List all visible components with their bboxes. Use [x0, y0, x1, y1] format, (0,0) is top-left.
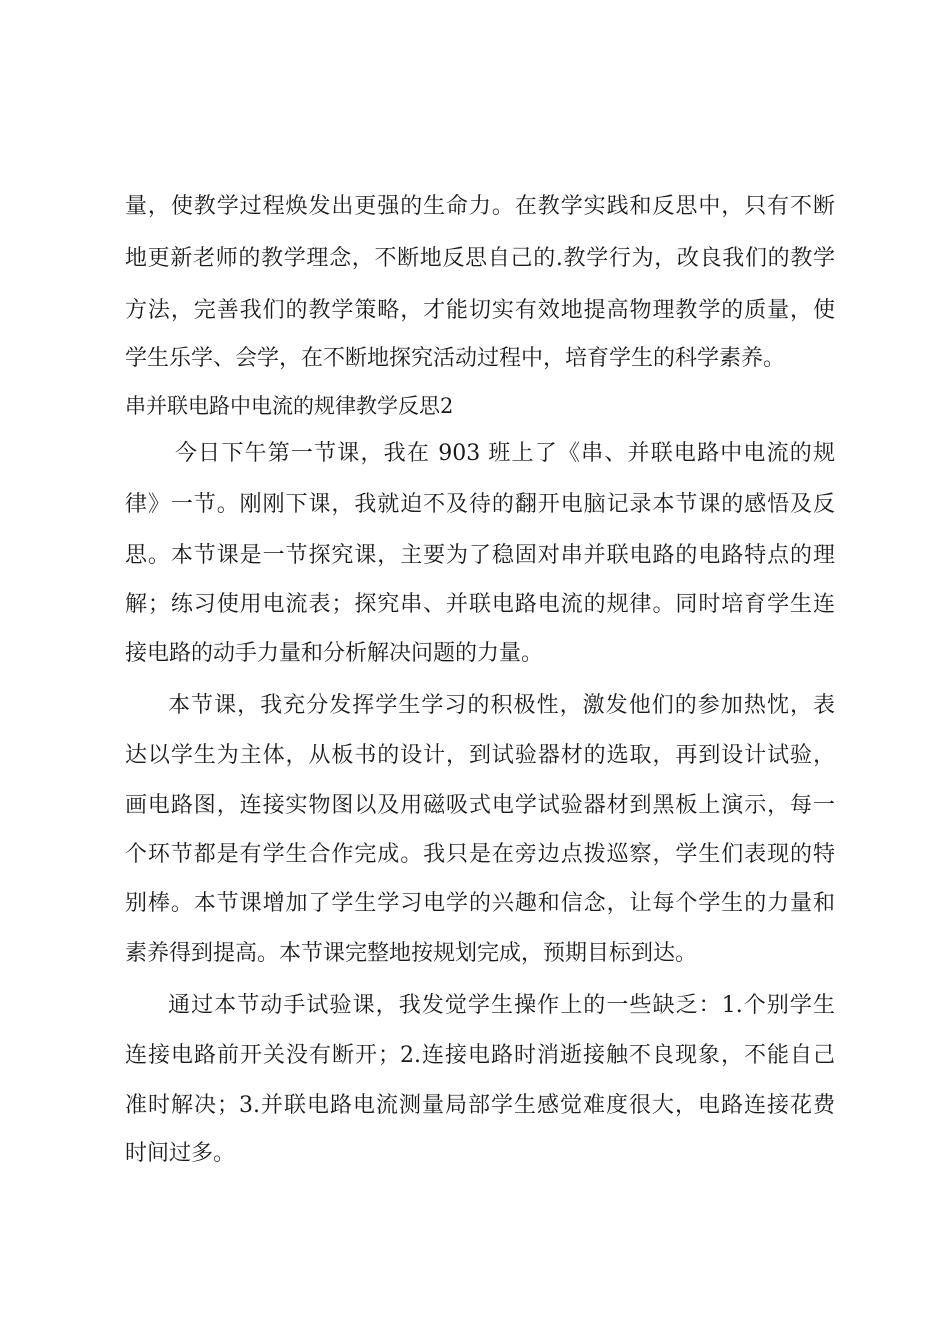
text-line: 解；练习使用电流表；探究串、并联电路电流的规律。同时培育学生连: [125, 592, 835, 617]
text-line: 思。本节课是一节探究课，主要为了稳固对串并联电路的电路特点的理: [125, 543, 835, 568]
text-line: 本节课，我充分发挥学生学习的积极性，激发他们的参加热忱，表: [168, 693, 835, 718]
text-line: 通过本节动手试验课，我发觉学生操作上的一些缺乏：1.个别学生: [168, 993, 835, 1018]
text-line: 个环节都是有学生合作完成。我只是在旁边点拨巡察，学生们表现的特: [125, 842, 835, 867]
text-line: 学生乐学、会学，在不断地探究活动过程中，培育学生的科学素养。: [125, 346, 786, 371]
section-heading: 串并联电路中电流的规律教学反思2: [125, 394, 454, 418]
text-line: 量，使教学过程焕发出更强的生命力。在教学实践和反思中，只有不断: [125, 194, 835, 219]
text-line: 素养得到提高。本节课完整地按规划完成，预期目标到达。: [125, 941, 698, 966]
text-line: 地更新老师的教学理念，不断地反思自己的.教学行为，改良我们的教学: [125, 246, 835, 271]
text-line: 画电路图，连接实物图以及用磁吸式电学试验器材到黑板上演示，每一: [125, 793, 835, 818]
text-line: 接电路的动手力量和分析解决问题的力量。: [125, 641, 544, 666]
text-line: 方法，完善我们的教学策略，才能切实有效地提高物理教学的质量，使: [125, 298, 835, 323]
text-line: 准时解决；3.并联电路电流测量局部学生感觉难度很大，电路连接花费: [125, 1093, 835, 1118]
text-line: 别棒。本节课增加了学生学习电学的兴趣和信念，让每个学生的力量和: [125, 891, 835, 916]
text-line: 连接电路前开关没有断开；2.连接电路时消逝接触不良现象，不能自己: [125, 1043, 835, 1068]
text-line: 达以学生为主体，从板书的设计，到试验器材的选取，再到设计试验，: [125, 743, 835, 768]
text-line: 时间过多。: [125, 1141, 236, 1166]
text-line: 今日下午第一节课，我在 903 班上了《串、并联电路中电流的规: [175, 441, 835, 466]
text-line: 律》一节。刚刚下课，我就迫不及待的翻开电脑记录本节课的感悟及反: [125, 492, 835, 517]
